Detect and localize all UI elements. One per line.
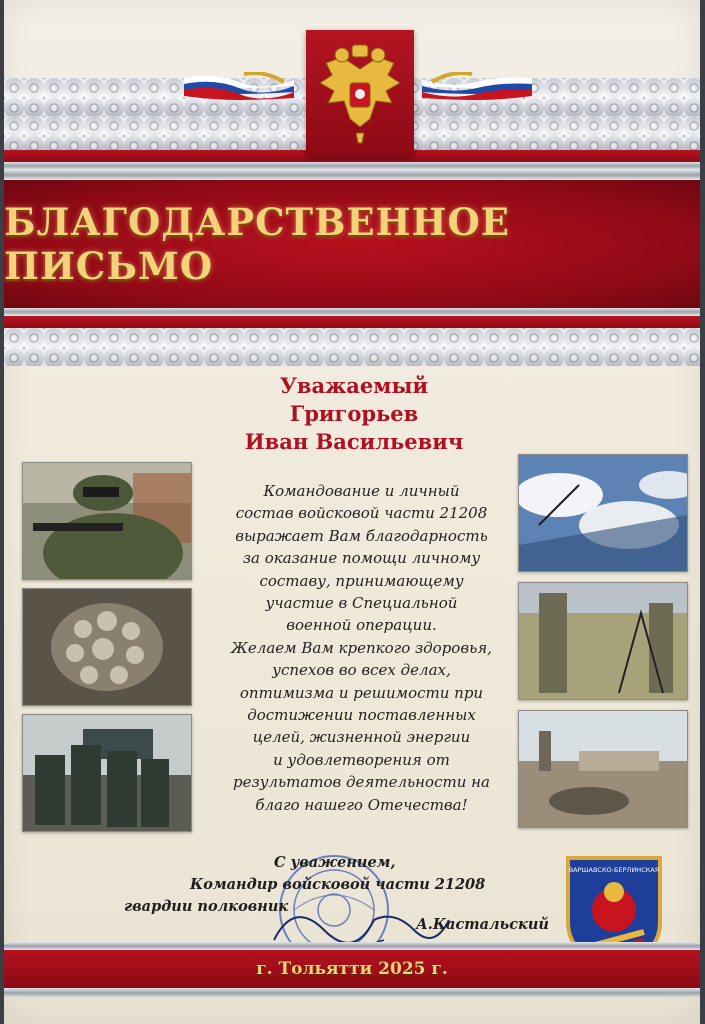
message-line: военной операции. bbox=[286, 616, 437, 635]
message-line: и удовлетворения от bbox=[273, 750, 450, 769]
message-line: выражает Вам благодарность bbox=[235, 526, 488, 545]
message-line: за оказание помощи личному bbox=[242, 549, 481, 568]
signatory-name: А.Кастальский bbox=[416, 916, 549, 933]
message-line: состав войсковой части 21208 bbox=[235, 504, 488, 523]
message-body bbox=[199, 480, 524, 816]
signature-block bbox=[124, 852, 544, 918]
message-line: целей, жизненной энергии bbox=[252, 728, 471, 747]
certificate-sheet bbox=[4, 0, 700, 1024]
photo-soldiers-vehicle bbox=[22, 714, 192, 832]
message-line: успехов во всех делах, bbox=[272, 661, 451, 680]
silver-line bbox=[4, 308, 700, 316]
city-year: г. Тольятти 2025 г. bbox=[256, 959, 448, 979]
message-line: Желаем Вам крепкого здоровья, bbox=[231, 638, 492, 657]
photo-ruins bbox=[518, 710, 688, 828]
photo-clouds-aircraft bbox=[518, 454, 688, 572]
recipient-given-names: Иван Васильевич bbox=[244, 429, 464, 454]
red-stripe bbox=[4, 316, 700, 328]
silver-line bbox=[4, 170, 700, 180]
badge-text: ВАРШАВСКО-БЕРЛИНСКАЯ bbox=[568, 866, 660, 874]
double-headed-eagle-icon bbox=[312, 39, 408, 147]
salutation: Уважаемый bbox=[279, 373, 429, 398]
tricolor-ribbon-left bbox=[184, 72, 294, 102]
footer-banner bbox=[4, 950, 700, 988]
message-line: оптимизма и решимости при bbox=[239, 683, 484, 702]
sign-rank: гвардии полковник bbox=[124, 898, 289, 915]
document-title: БЛАГОДАРСТВЕННОЕ ПИСЬМО bbox=[4, 200, 510, 288]
photo-soldier-helmet bbox=[22, 462, 192, 580]
message-line: участие в Специальной bbox=[265, 594, 458, 613]
photo-camouflage-net bbox=[22, 588, 192, 706]
message-line: благо нашего Отечества! bbox=[255, 795, 468, 814]
message-line: Командование и личный bbox=[263, 482, 460, 500]
message-line: составу, принимающему bbox=[259, 571, 464, 590]
sign-commander: Командир войсковой части 21208 bbox=[190, 876, 486, 893]
recipient-block bbox=[154, 372, 554, 456]
state-emblem bbox=[306, 30, 414, 156]
silver-line bbox=[4, 988, 700, 998]
tricolor-ribbon-right bbox=[422, 72, 532, 102]
title-banner bbox=[4, 180, 700, 308]
recipient-surname: Григорьев bbox=[289, 401, 419, 426]
silver-line bbox=[4, 942, 700, 950]
photo-soldiers-field bbox=[518, 582, 688, 700]
ornament-band bbox=[4, 328, 700, 366]
silver-line bbox=[4, 162, 700, 170]
message-line: достижении поставленных bbox=[247, 706, 476, 725]
message-line: результатов деятельности на bbox=[233, 773, 490, 792]
sign-regards: С уважением, bbox=[274, 854, 396, 871]
